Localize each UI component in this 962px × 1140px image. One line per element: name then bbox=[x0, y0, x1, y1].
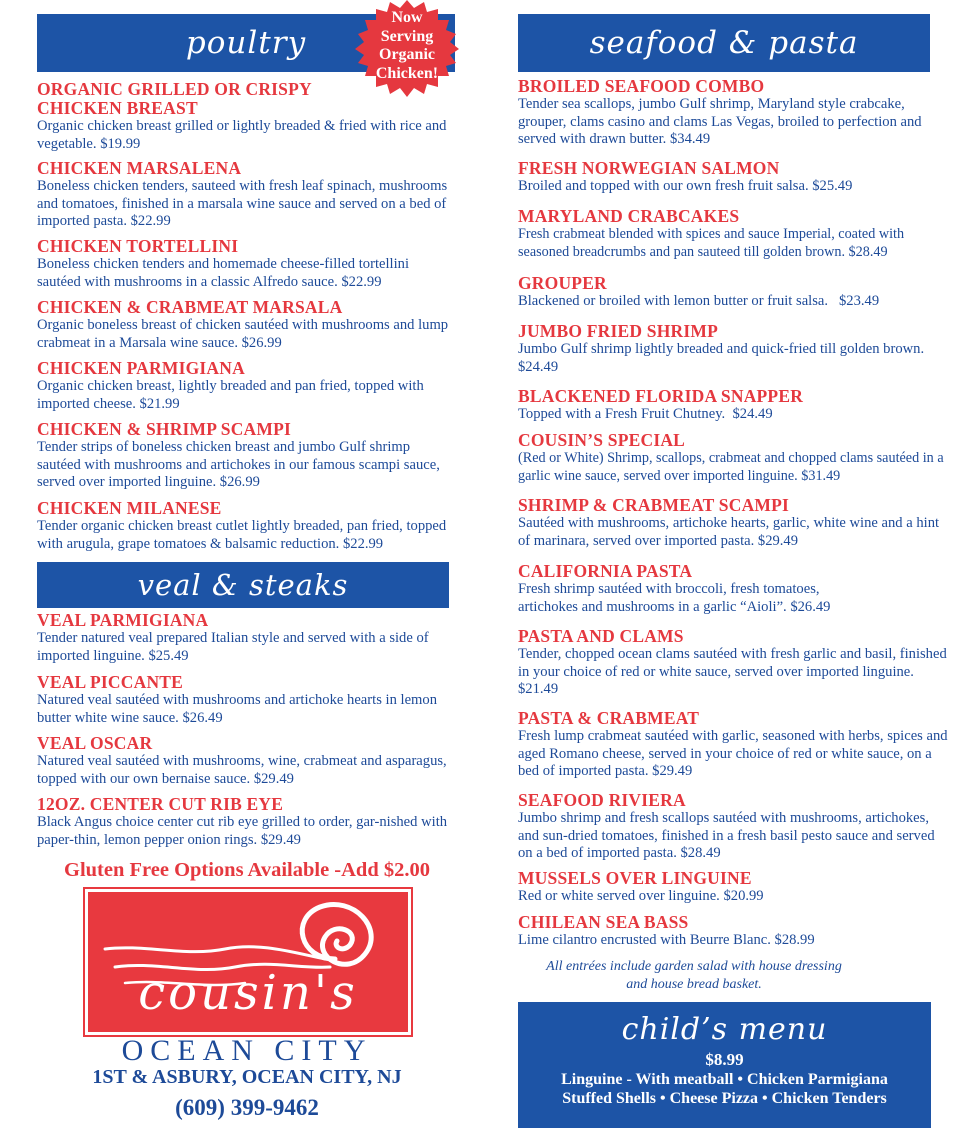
item-description: Fresh crabmeat blended with spices and sauce Imperial, coated with seasoned breadcrumbs and pan sauteed till golden brown. $28.49 bbox=[518, 226, 905, 260]
menu-item bbox=[518, 709, 948, 781]
item-description: Tender strips of boneless chicken breast and jumbo Gulf shrimp sautéed with mushrooms and artichokes in our famous scampi sauce, served over imported linguine. $26.99 bbox=[37, 439, 440, 490]
menu-item bbox=[518, 431, 948, 485]
item-description: Tender sea scallops, jumbo Gulf shrimp, Maryland style crabcake, grouper, clams casino and clams Las Vegas, broiled to perfection and served with drawn butter. $34.49 bbox=[518, 96, 922, 147]
menu-item bbox=[37, 734, 455, 788]
item-name: BLACKENED FLORIDA SNAPPER bbox=[518, 386, 804, 406]
badge-line: Serving bbox=[380, 27, 434, 45]
item-description: Fresh lump crabmeat sautéed with garlic, seasoned with herbs, spices and aged Romano cheese, served in your choice of red or white sauce, on a bed of imported pasta. $29.49 bbox=[518, 728, 948, 779]
item-description: Topped with a Fresh Fruit Chutney. $24.49 bbox=[518, 406, 773, 422]
item-name: MUSSELS OVER LINGUINE bbox=[518, 868, 752, 888]
item-name: BROILED SEAFOOD COMBO bbox=[518, 76, 765, 96]
logo-wordmark: cousin's bbox=[138, 965, 358, 1021]
item-name: COUSIN’S SPECIAL bbox=[518, 430, 686, 450]
item-name: JUMBO FRIED SHRIMP bbox=[518, 321, 718, 341]
item-name: VEAL OSCAR bbox=[37, 733, 153, 753]
item-name: CHICKEN TORTELLINI bbox=[37, 236, 239, 256]
item-name: GROUPER bbox=[518, 273, 607, 293]
menu-item bbox=[37, 359, 455, 413]
address: 1ST & ASBURY, OCEAN CITY, NJ bbox=[92, 1066, 402, 1088]
badge-line: Now bbox=[391, 9, 423, 26]
childs-menu-price: $8.99 bbox=[705, 1050, 744, 1069]
item-name: FRESH NORWEGIAN SALMON bbox=[518, 158, 780, 178]
item-description: Tender organic chicken breast cutlet lightly breaded, pan fried, topped with arugula, grape tomatoes & balsamic reduction. $22.99 bbox=[37, 518, 447, 552]
item-name: VEAL PARMIGIANA bbox=[37, 610, 209, 630]
organic-chicken-badge bbox=[348, 0, 466, 98]
badge-line: Chicken! bbox=[375, 64, 439, 82]
item-name: CALIFORNIA PASTA bbox=[518, 561, 693, 581]
childs-menu-heading: child’s menu bbox=[621, 1012, 828, 1047]
item-description: Natured veal sautéed with mushrooms, wine, crabmeat and asparagus, topped with our own bernaise sauce. $29.49 bbox=[37, 753, 447, 787]
phone-number: (609) 399-9462 bbox=[175, 1095, 319, 1120]
veal-heading: veal & steaks bbox=[37, 562, 449, 608]
item-name: VEAL PICCANTE bbox=[37, 672, 184, 692]
badge-line: Organic bbox=[379, 46, 435, 63]
item-description: Tender, chopped ocean clams sautéed with fresh garlic and basil, finished in your choice of red or white sauce, served over imported linguine. $21.49 bbox=[518, 646, 947, 697]
city-name: OCEAN CITY bbox=[121, 1034, 373, 1067]
item-description: Jumbo Gulf shrimp lightly breaded and quick-fried till golden brown. $24.49 bbox=[518, 341, 925, 375]
item-description: Boneless chicken tenders, sauteed with fresh leaf spinach, mushrooms and tomatoes, finished in a marsala wine sauce and served on a bed of imported pasta. $22.99 bbox=[37, 178, 448, 229]
menu-item bbox=[518, 387, 948, 424]
item-name: PASTA AND CLAMS bbox=[518, 626, 684, 646]
item-description: Lime cilantro encrusted with Beurre Blanc. $28.99 bbox=[518, 932, 815, 948]
poultry-heading: poultry bbox=[37, 14, 455, 72]
menu-item bbox=[37, 420, 455, 492]
cousins-logo bbox=[83, 887, 413, 1037]
gluten-free-note: Gluten Free Options Available -Add $2.00 bbox=[64, 859, 430, 881]
menu-item bbox=[518, 322, 948, 376]
menu-item bbox=[518, 77, 948, 149]
item-name: SHRIMP & CRABMEAT SCAMPI bbox=[518, 495, 790, 515]
menu-item bbox=[37, 611, 455, 665]
item-description: Black Angus choice center cut rib eye grilled to order, gar-nished with paper-thin, lemon pepper onion rings. $29.49 bbox=[37, 814, 448, 848]
item-name: CHICKEN MARSALENA bbox=[37, 158, 242, 178]
item-name: CHILEAN SEA BASS bbox=[518, 912, 689, 932]
menu-item bbox=[37, 159, 455, 231]
item-description: Fresh shrimp sautéed with broccoli, fresh tomatoes, artichokes and mushrooms in a garlic “Aioli”. $26.49 bbox=[518, 581, 831, 615]
menu-item bbox=[518, 562, 948, 616]
item-name: SEAFOOD RIVIERA bbox=[518, 790, 686, 810]
item-description: Boneless chicken tenders and homemade cheese-filled tortellini sautéed with mushrooms in a classic Alfredo sauce. $22.99 bbox=[37, 256, 410, 290]
childs-menu-box bbox=[518, 1002, 931, 1128]
item-description: Natured veal sautéed with mushrooms and artichoke hearts in lemon butter white wine sauce. $26.49 bbox=[37, 692, 437, 726]
item-name: CHICKEN & SHRIMP SCAMPI bbox=[37, 419, 291, 439]
item-name: PASTA & CRABMEAT bbox=[518, 708, 700, 728]
seafood-heading: seafood & pasta bbox=[518, 14, 930, 72]
item-description: Organic chicken breast grilled or lightly breaded & fried with rice and vegetable. $19.99 bbox=[37, 118, 447, 152]
menu-item bbox=[518, 627, 948, 699]
item-description: Red or white served over linguine. $20.99 bbox=[518, 888, 764, 904]
menu-item bbox=[518, 913, 948, 950]
item-name: CHICKEN MILANESE bbox=[37, 498, 222, 518]
item-name: MARYLAND CRABCAKES bbox=[518, 206, 740, 226]
entree-note-line: and house bread basket. bbox=[626, 976, 762, 992]
item-name: CHICKEN & CRABMEAT MARSALA bbox=[37, 297, 343, 317]
badge-text bbox=[348, 9, 466, 83]
menu-item bbox=[37, 298, 455, 352]
item-name: 12OZ. CENTER CUT RIB EYE bbox=[37, 794, 284, 814]
item-description: Jumbo shrimp and fresh scallops sautéed with mushrooms, artichokes, and sun-dried tomatoes, finished in a fresh basil pesto sauce and served on a bed of imported pasta. $28.49 bbox=[518, 810, 935, 861]
item-description: Tender natured veal prepared Italian style and served with a side of imported linguine. $25.49 bbox=[37, 630, 429, 664]
menu-item bbox=[37, 673, 455, 727]
item-name: CHICKEN PARMIGIANA bbox=[37, 358, 245, 378]
item-description: Sautéed with mushrooms, artichoke hearts, garlic, white wine and a hint of marinara, served over imported pasta. $29.49 bbox=[518, 515, 940, 549]
menu-item bbox=[37, 237, 455, 291]
menu-item bbox=[37, 795, 455, 849]
entree-note-line: All entrées include garden salad with house dressing bbox=[546, 959, 842, 974]
item-description: Organic boneless breast of chicken sautéed with mushrooms and lump crabmeat in a Marsala wine sauce. $26.99 bbox=[37, 317, 449, 351]
menu-item bbox=[518, 274, 948, 311]
childs-menu-items-line: Stuffed Shells • Cheese Pizza • Chicken Tenders bbox=[562, 1090, 887, 1107]
menu-item bbox=[518, 791, 948, 863]
menu-item bbox=[518, 869, 948, 906]
item-description: (Red or White) Shrimp, scallops, crabmeat and chopped clams sautéed in a garlic wine sauce, served over imported linguine. $31.49 bbox=[518, 450, 944, 484]
childs-menu-items-line: Linguine - With meatball • Chicken Parmigiana bbox=[561, 1071, 888, 1088]
item-description: Organic chicken breast, lightly breaded and pan fried, topped with imported cheese. $21.99 bbox=[37, 378, 424, 412]
item-description: Blackened or broiled with lemon butter or fruit salsa. $23.49 bbox=[518, 293, 880, 309]
entree-note bbox=[518, 958, 870, 993]
menu-item bbox=[518, 207, 948, 261]
menu-item bbox=[37, 499, 455, 553]
menu-item bbox=[518, 496, 948, 550]
item-description: Broiled and topped with our own fresh fruit salsa. $25.49 bbox=[518, 178, 853, 194]
menu-item bbox=[518, 159, 948, 196]
item-name: ORGANIC GRILLED OR CRISPY CHICKEN BREAST bbox=[37, 79, 312, 118]
